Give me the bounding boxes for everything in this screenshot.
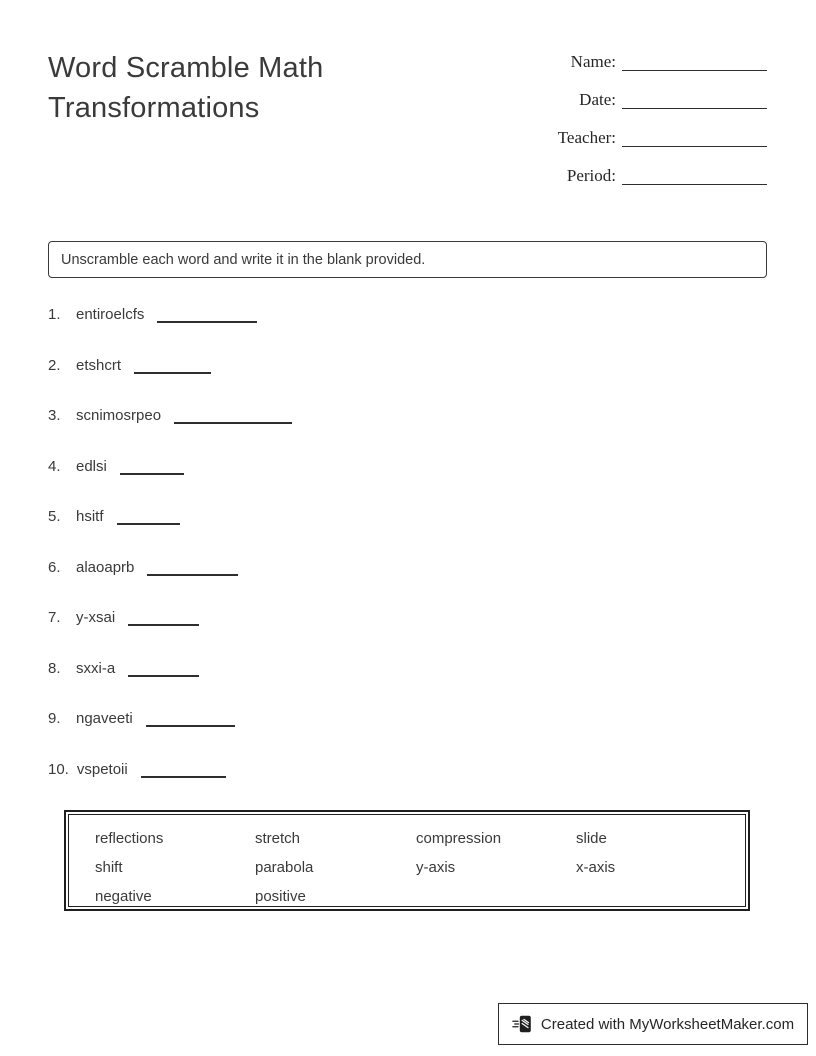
word-bank-item: shift bbox=[95, 859, 123, 876]
answer-blank[interactable] bbox=[117, 523, 180, 525]
question-list bbox=[48, 305, 767, 810]
question-number: 4. bbox=[48, 457, 61, 475]
question-item bbox=[48, 507, 767, 558]
myworksheetmaker-logo-icon bbox=[512, 1013, 534, 1035]
page-title: Word Scramble Math Transformations bbox=[48, 52, 324, 124]
question-item bbox=[48, 457, 767, 508]
question-item bbox=[48, 709, 767, 760]
question-number: 9. bbox=[48, 710, 61, 727]
scrambled-word: hsitf bbox=[76, 508, 104, 525]
question-number: 1. bbox=[48, 306, 61, 323]
word-bank-item: reflections bbox=[95, 830, 164, 847]
date-blank-line[interactable] bbox=[622, 108, 767, 109]
question-item bbox=[48, 760, 767, 811]
scrambled-word: vspetoii bbox=[76, 760, 128, 778]
question-number: 10. bbox=[48, 760, 69, 778]
footer-credit-text: Created with MyWorksheetMaker.com bbox=[540, 1015, 795, 1033]
footer-credit-box bbox=[498, 1003, 808, 1045]
scrambled-word: edlsi bbox=[76, 457, 107, 475]
word-bank-item: parabola bbox=[255, 859, 314, 876]
scrambled-word: etshcrt bbox=[76, 356, 122, 374]
name-field-row bbox=[507, 52, 767, 90]
period-field-row bbox=[507, 166, 767, 204]
instructions-text: Unscramble each word and write it in the blank provided. bbox=[61, 251, 426, 268]
scrambled-word: scnimosrpeo bbox=[76, 407, 162, 424]
question-item bbox=[48, 406, 767, 457]
date-field-row bbox=[507, 90, 767, 128]
date-label: Date: bbox=[579, 90, 616, 109]
question-number: 2. bbox=[48, 356, 61, 374]
answer-blank[interactable] bbox=[157, 321, 257, 323]
answer-blank[interactable] bbox=[128, 624, 199, 626]
header-fields bbox=[507, 52, 767, 204]
question-number: 6. bbox=[48, 558, 61, 576]
question-item bbox=[48, 305, 767, 356]
question-item bbox=[48, 608, 767, 659]
word-bank-item: slide bbox=[576, 830, 607, 847]
answer-blank[interactable] bbox=[174, 422, 292, 424]
instructions-box bbox=[48, 241, 767, 278]
teacher-blank-line[interactable] bbox=[622, 146, 767, 147]
word-bank bbox=[64, 810, 750, 911]
answer-blank[interactable] bbox=[128, 675, 199, 677]
answer-blank[interactable] bbox=[147, 574, 238, 576]
answer-blank[interactable] bbox=[141, 776, 226, 778]
word-bank-grid bbox=[68, 814, 746, 907]
word-bank-item: y-axis bbox=[416, 859, 456, 876]
question-item bbox=[48, 356, 767, 407]
question-number: 7. bbox=[48, 609, 61, 626]
question-number: 5. bbox=[48, 508, 61, 525]
scrambled-word: y-xsai bbox=[76, 609, 116, 626]
period-label: Period: bbox=[566, 166, 616, 185]
question-item bbox=[48, 659, 767, 710]
scrambled-word: sxxi-a bbox=[76, 659, 116, 677]
word-bank-item: positive bbox=[255, 888, 306, 905]
answer-blank[interactable] bbox=[146, 725, 235, 727]
scrambled-word: ngaveeti bbox=[76, 710, 133, 727]
name-label: Name: bbox=[570, 52, 616, 71]
answer-blank[interactable] bbox=[120, 473, 184, 475]
question-number: 3. bbox=[48, 407, 61, 424]
teacher-label: Teacher: bbox=[557, 128, 616, 147]
word-bank-item: stretch bbox=[255, 830, 301, 847]
word-bank-item: x-axis bbox=[576, 859, 616, 876]
question-item bbox=[48, 558, 767, 609]
answer-blank[interactable] bbox=[134, 372, 211, 374]
word-bank-item: negative bbox=[95, 888, 152, 905]
teacher-field-row bbox=[507, 128, 767, 166]
scrambled-word: entiroelcfs bbox=[76, 306, 145, 323]
question-number: 8. bbox=[48, 659, 61, 677]
scrambled-word: alaoaprb bbox=[76, 558, 135, 576]
period-blank-line[interactable] bbox=[622, 184, 767, 185]
word-bank-item: compression bbox=[416, 830, 502, 847]
name-blank-line[interactable] bbox=[622, 70, 767, 71]
